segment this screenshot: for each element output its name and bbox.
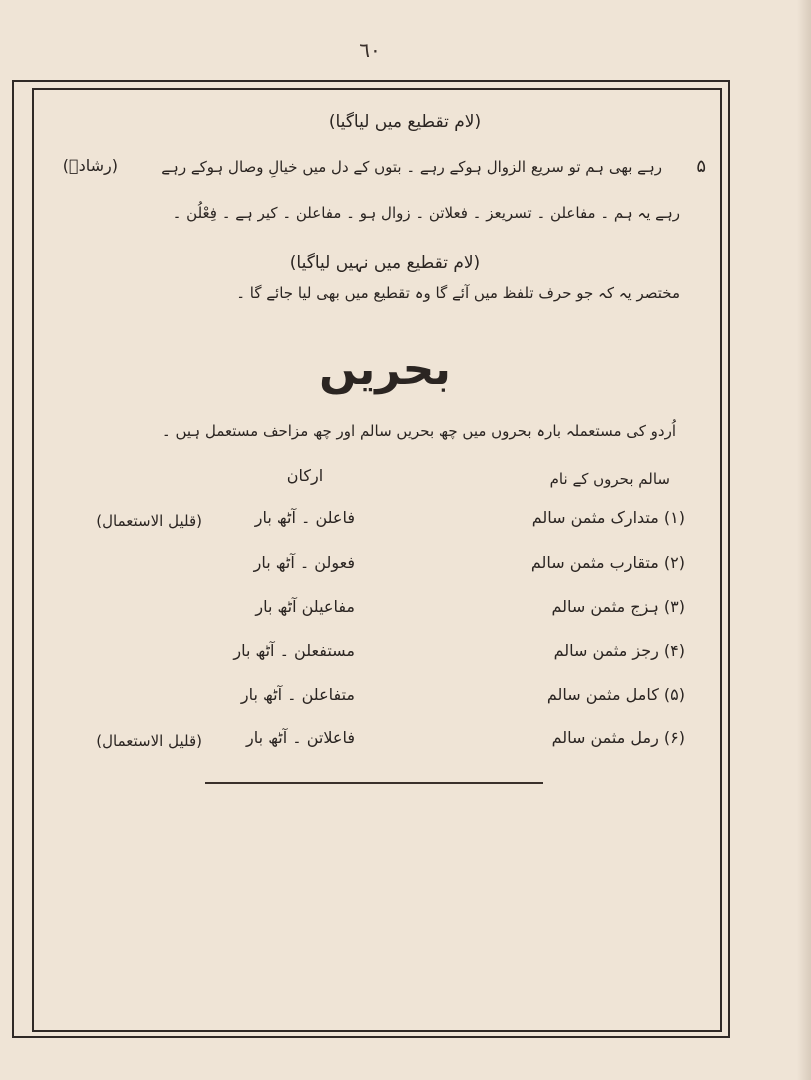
bahr-name: (۲) متقارب مثمن سالم (530, 553, 685, 572)
table-header-arkan: ارکان (286, 466, 324, 485)
verse-number: ۵ (696, 156, 706, 177)
scansion-line: رہے یہ ہم ۔ مفاعلن ۔ تسریعز ۔ فعلاتن ۔ زوال ہو ۔ مفاعلن ۔ کیر ہے ۔ فِعْلُن ۔ (172, 204, 680, 222)
verse-attribution: (رشادؔ) (62, 156, 118, 175)
bahr-arkan: فعولن ۔ آٹھ بار (253, 553, 355, 572)
bahr-arkan: متفاعلن ۔ آٹھ بار (240, 685, 355, 704)
bahr-arkan: فاعلن ۔ آٹھ بار (254, 508, 355, 527)
summary-line: مختصر یہ کہ جو حرف تلفظ میں آئے گا وہ تقطیع میں بھی لیا جائے گا ۔ (236, 284, 680, 302)
page-edge-shadow (797, 0, 811, 1080)
bahr-name: (۴) رجز مثمن سالم (553, 641, 685, 660)
bahr-name: (۱) متدارک مثمن سالم (531, 508, 685, 527)
bahr-arkan: فاعلاتن ۔ آٹھ بار (246, 728, 355, 747)
bahr-name: (۶) رمل مثمن سالم (551, 728, 685, 747)
table-header-names: سالم بحروں کے نام (549, 470, 670, 488)
top-note: (لام تقطیع میں لیاگیا) (328, 112, 482, 132)
bahr-name: (۳) ہزج مثمن سالم (551, 597, 685, 616)
intro-line: اُردو کی مستعملہ بارہ بحروں میں چھ بحریں سالم اور چھ مزاحف مستعمل ہیں ۔ (161, 422, 676, 440)
bahr-arkan: مفاعیلن آٹھ بار (255, 597, 355, 616)
section-heading: بحریں (319, 344, 451, 395)
verse-line: رہے بھی ہم تو سریع الزوال ہوکے رہے ۔ بتوں کے دل میں خیالِ وصال ہوکے رہے (161, 158, 662, 176)
bahr-usage-note: (قلیل الاستعمال) (96, 732, 202, 750)
bahr-name: (۵) کامل مثمن سالم (546, 685, 685, 704)
second-note: (لام تقطیع میں نہیں لیاگیا) (289, 253, 481, 273)
bahr-usage-note: (قلیل الاستعمال) (96, 512, 202, 530)
bahr-arkan: مستفعلن ۔ آٹھ بار (233, 641, 355, 660)
page-number: ٦٠ (359, 38, 381, 62)
section-divider (205, 782, 543, 784)
